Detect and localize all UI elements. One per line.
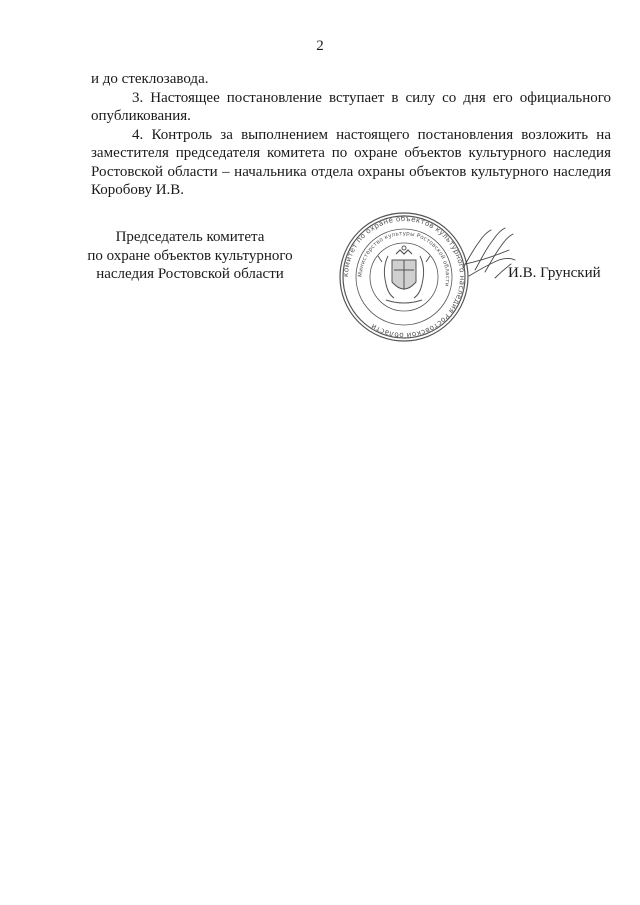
page-number: 2 <box>316 38 324 54</box>
seal-inner-text: Министерство культуры Ростовской области <box>357 230 451 287</box>
position-line: наследия Ростовской области <box>96 266 284 282</box>
paragraph-4: 4. Контроль за выполнением настоящего постановления возложить на заместителя председателя комитета по охране объектов культурного наследия Ростовской области – начальника отдела охраны объектов культурного наследия Коробову И.В. <box>91 126 611 198</box>
paragraph-3: 3. Настоящее постановление вступает в силу со дня его официального опубликования. <box>91 89 611 124</box>
seal-outer-text: комитет по охране объектов культурного наследия Ростовской области <box>340 213 468 341</box>
official-seal-stamp <box>336 210 472 344</box>
document-body <box>91 70 611 200</box>
coat-of-arms-icon <box>378 246 430 303</box>
position-line: по охране объектов культурного <box>87 247 293 264</box>
position-line: Председатель комитета <box>115 229 265 245</box>
signatory-position <box>80 228 300 284</box>
signatory-name: И.В. Грунский <box>508 265 601 281</box>
paragraph-continuation: и до стеклозавода. <box>91 71 209 87</box>
